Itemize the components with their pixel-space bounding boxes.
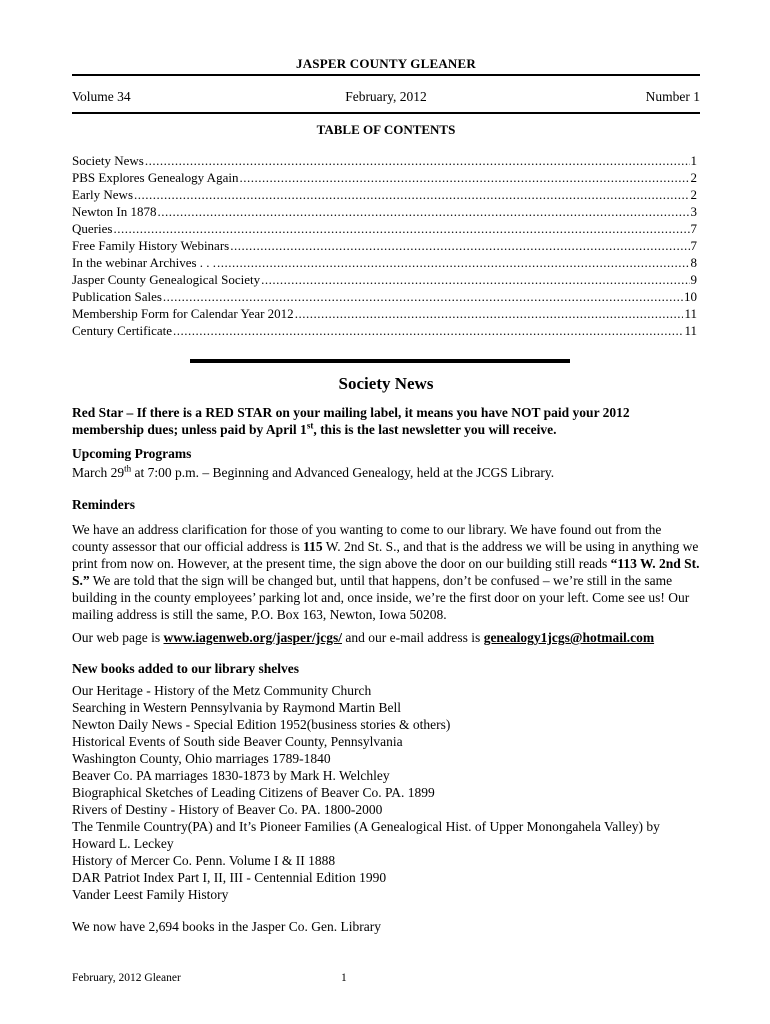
toc-entry-page: 7 — [690, 221, 697, 236]
toc-leader-dots — [261, 271, 689, 288]
list-item: DAR Patriot Index Part I, II, III - Centennial Edition 1990 — [72, 870, 387, 885]
volume-label: Volume 34 — [72, 89, 131, 104]
toc-entry-title: PBS Explores Genealogy Again — [72, 170, 239, 185]
toc-entry-page: 10 — [684, 289, 697, 304]
issue-number: Number 1 — [645, 89, 700, 104]
toc-leader-dots — [230, 237, 689, 254]
toc-entry-title: Society News — [72, 153, 144, 168]
website-link[interactable]: www.iagenweb.org/jasper/jcgs/ — [163, 630, 342, 645]
upcoming-programs-heading: Upcoming Programs — [72, 446, 192, 461]
toc-entry[interactable] — [72, 271, 697, 288]
toc-leader-dots — [173, 322, 683, 339]
masthead-rule-top — [72, 74, 700, 76]
list-item: Vander Leest Family History — [72, 887, 229, 902]
table-of-contents — [72, 152, 697, 339]
toc-entry-title: Century Certificate — [72, 323, 172, 338]
contact-line: Our web page is www.iagenweb.org/jasper/jcgs/ and our e-mail address is genealogy1jcgs@hotmail.com — [72, 630, 655, 645]
toc-leader-dots — [239, 169, 689, 186]
toc-entry[interactable] — [72, 169, 697, 186]
list-item: Biographical Sketches of Leading Citizens of Beaver Co. PA. 1899 — [72, 785, 435, 800]
footer-label: February, 2012 Gleaner — [72, 972, 181, 984]
toc-entry-page: 3 — [690, 204, 697, 219]
section-separator — [190, 359, 570, 363]
toc-entry[interactable] — [72, 237, 697, 254]
toc-title: TABLE OF CONTENTS — [316, 122, 456, 137]
toc-leader-dots — [217, 254, 689, 271]
toc-leader-dots — [163, 288, 683, 305]
toc-entry-title: Newton In 1878 — [72, 204, 157, 219]
toc-entry[interactable] — [72, 152, 697, 169]
toc-entry[interactable] — [72, 322, 697, 339]
toc-entry-page: 9 — [690, 272, 697, 287]
toc-entry-page: 2 — [690, 170, 697, 185]
toc-leader-dots — [134, 186, 689, 203]
reminders-heading: Reminders — [72, 497, 135, 512]
masthead-rule-bottom — [72, 112, 700, 114]
toc-entry-title: Jasper County Genealogical Society — [72, 272, 261, 287]
toc-entry[interactable] — [72, 305, 697, 322]
list-item: Newton Daily News - Special Edition 1952(business stories & others) — [72, 717, 451, 732]
issue-date: February, 2012 — [345, 89, 427, 104]
books-count: We now have 2,694 books in the Jasper Co. Gen. Library — [72, 919, 381, 934]
toc-entry-title: Membership Form for Calendar Year 2012 — [72, 306, 294, 321]
toc-entry-page: 1 — [690, 153, 697, 168]
toc-leader-dots — [113, 220, 689, 237]
reminders-text: We have an address clarification for those of you wanting to come to our library. We have found out from the county assessor that our official address is 115 W. 2nd St. S., and that is the address we will be using in anything we print from now on. However, at the present time, the sign above the door on our building still reads “113 W. 2nd St. S.” We are told that the sign will be changed but, until that happens, don’t be confused – we’re still in the same building in the county employees’ parking lot and, once inside, we’re the first door on your left. Come see us! Our mailing address is still the same, P.O. Box 163, Newton, Iowa 50208. — [72, 522, 700, 622]
society-news-body — [72, 404, 700, 935]
toc-leader-dots — [145, 152, 690, 169]
toc-entry[interactable] — [72, 203, 697, 220]
list-item: History of Mercer Co. Penn. Volume I & II 1888 — [72, 853, 336, 868]
section-title: Society News — [338, 374, 434, 393]
red-star-notice: Red Star – If there is a RED STAR on your mailing label, it means you have NOT paid your 2012 membership dues; unless paid by April 1st, this is the last newsletter you will receive. — [72, 405, 630, 437]
toc-entry-title: Queries — [72, 221, 113, 236]
email-link[interactable]: genealogy1jcgs@hotmail.com — [483, 630, 655, 645]
toc-entry[interactable] — [72, 186, 697, 203]
list-item: Rivers of Destiny - History of Beaver Co. PA. 1800-2000 — [72, 802, 383, 817]
list-item: Historical Events of South side Beaver County, Pennsylvania — [72, 734, 403, 749]
toc-entry[interactable] — [72, 220, 697, 237]
toc-leader-dots — [158, 203, 690, 220]
list-item: Beaver Co. PA marriages 1830-1873 by Mark H. Welchley — [72, 768, 390, 783]
toc-leader-dots — [295, 305, 684, 322]
toc-entry-page: 11 — [684, 306, 697, 321]
masthead-title: JASPER COUNTY GLEANER — [296, 56, 476, 71]
toc-entry[interactable] — [72, 288, 697, 305]
toc-entry[interactable] — [72, 254, 697, 271]
toc-entry-title: Publication Sales — [72, 289, 162, 304]
new-books-list — [72, 682, 700, 903]
upcoming-programs-text: March 29th at 7:00 p.m. – Beginning and Advanced Genealogy, held at the JCGS Library. — [72, 463, 555, 480]
toc-entry-title: Free Family History Webinars — [72, 238, 230, 253]
list-item: Searching in Western Pennsylvania by Raymond Martin Bell — [72, 700, 401, 715]
toc-entry-page: 7 — [690, 238, 697, 253]
toc-entry-page: 8 — [690, 255, 697, 270]
list-item: Washington County, Ohio marriages 1789-1840 — [72, 751, 331, 766]
toc-entry-title: In the webinar Archives . . . — [72, 255, 217, 270]
toc-entry-page: 11 — [684, 323, 697, 338]
list-item: The Tenmile Country(PA) and It’s Pioneer Families (A Genealogical Hist. of Upper Monongahela Valley) by Howard L. Leckey — [72, 819, 660, 851]
page-number: 1 — [341, 972, 347, 984]
toc-entry-title: Early News — [72, 187, 134, 202]
list-item: Our Heritage - History of the Metz Community Church — [72, 683, 372, 698]
toc-entry-page: 2 — [690, 187, 697, 202]
new-books-heading: New books added to our library shelves — [72, 661, 300, 676]
